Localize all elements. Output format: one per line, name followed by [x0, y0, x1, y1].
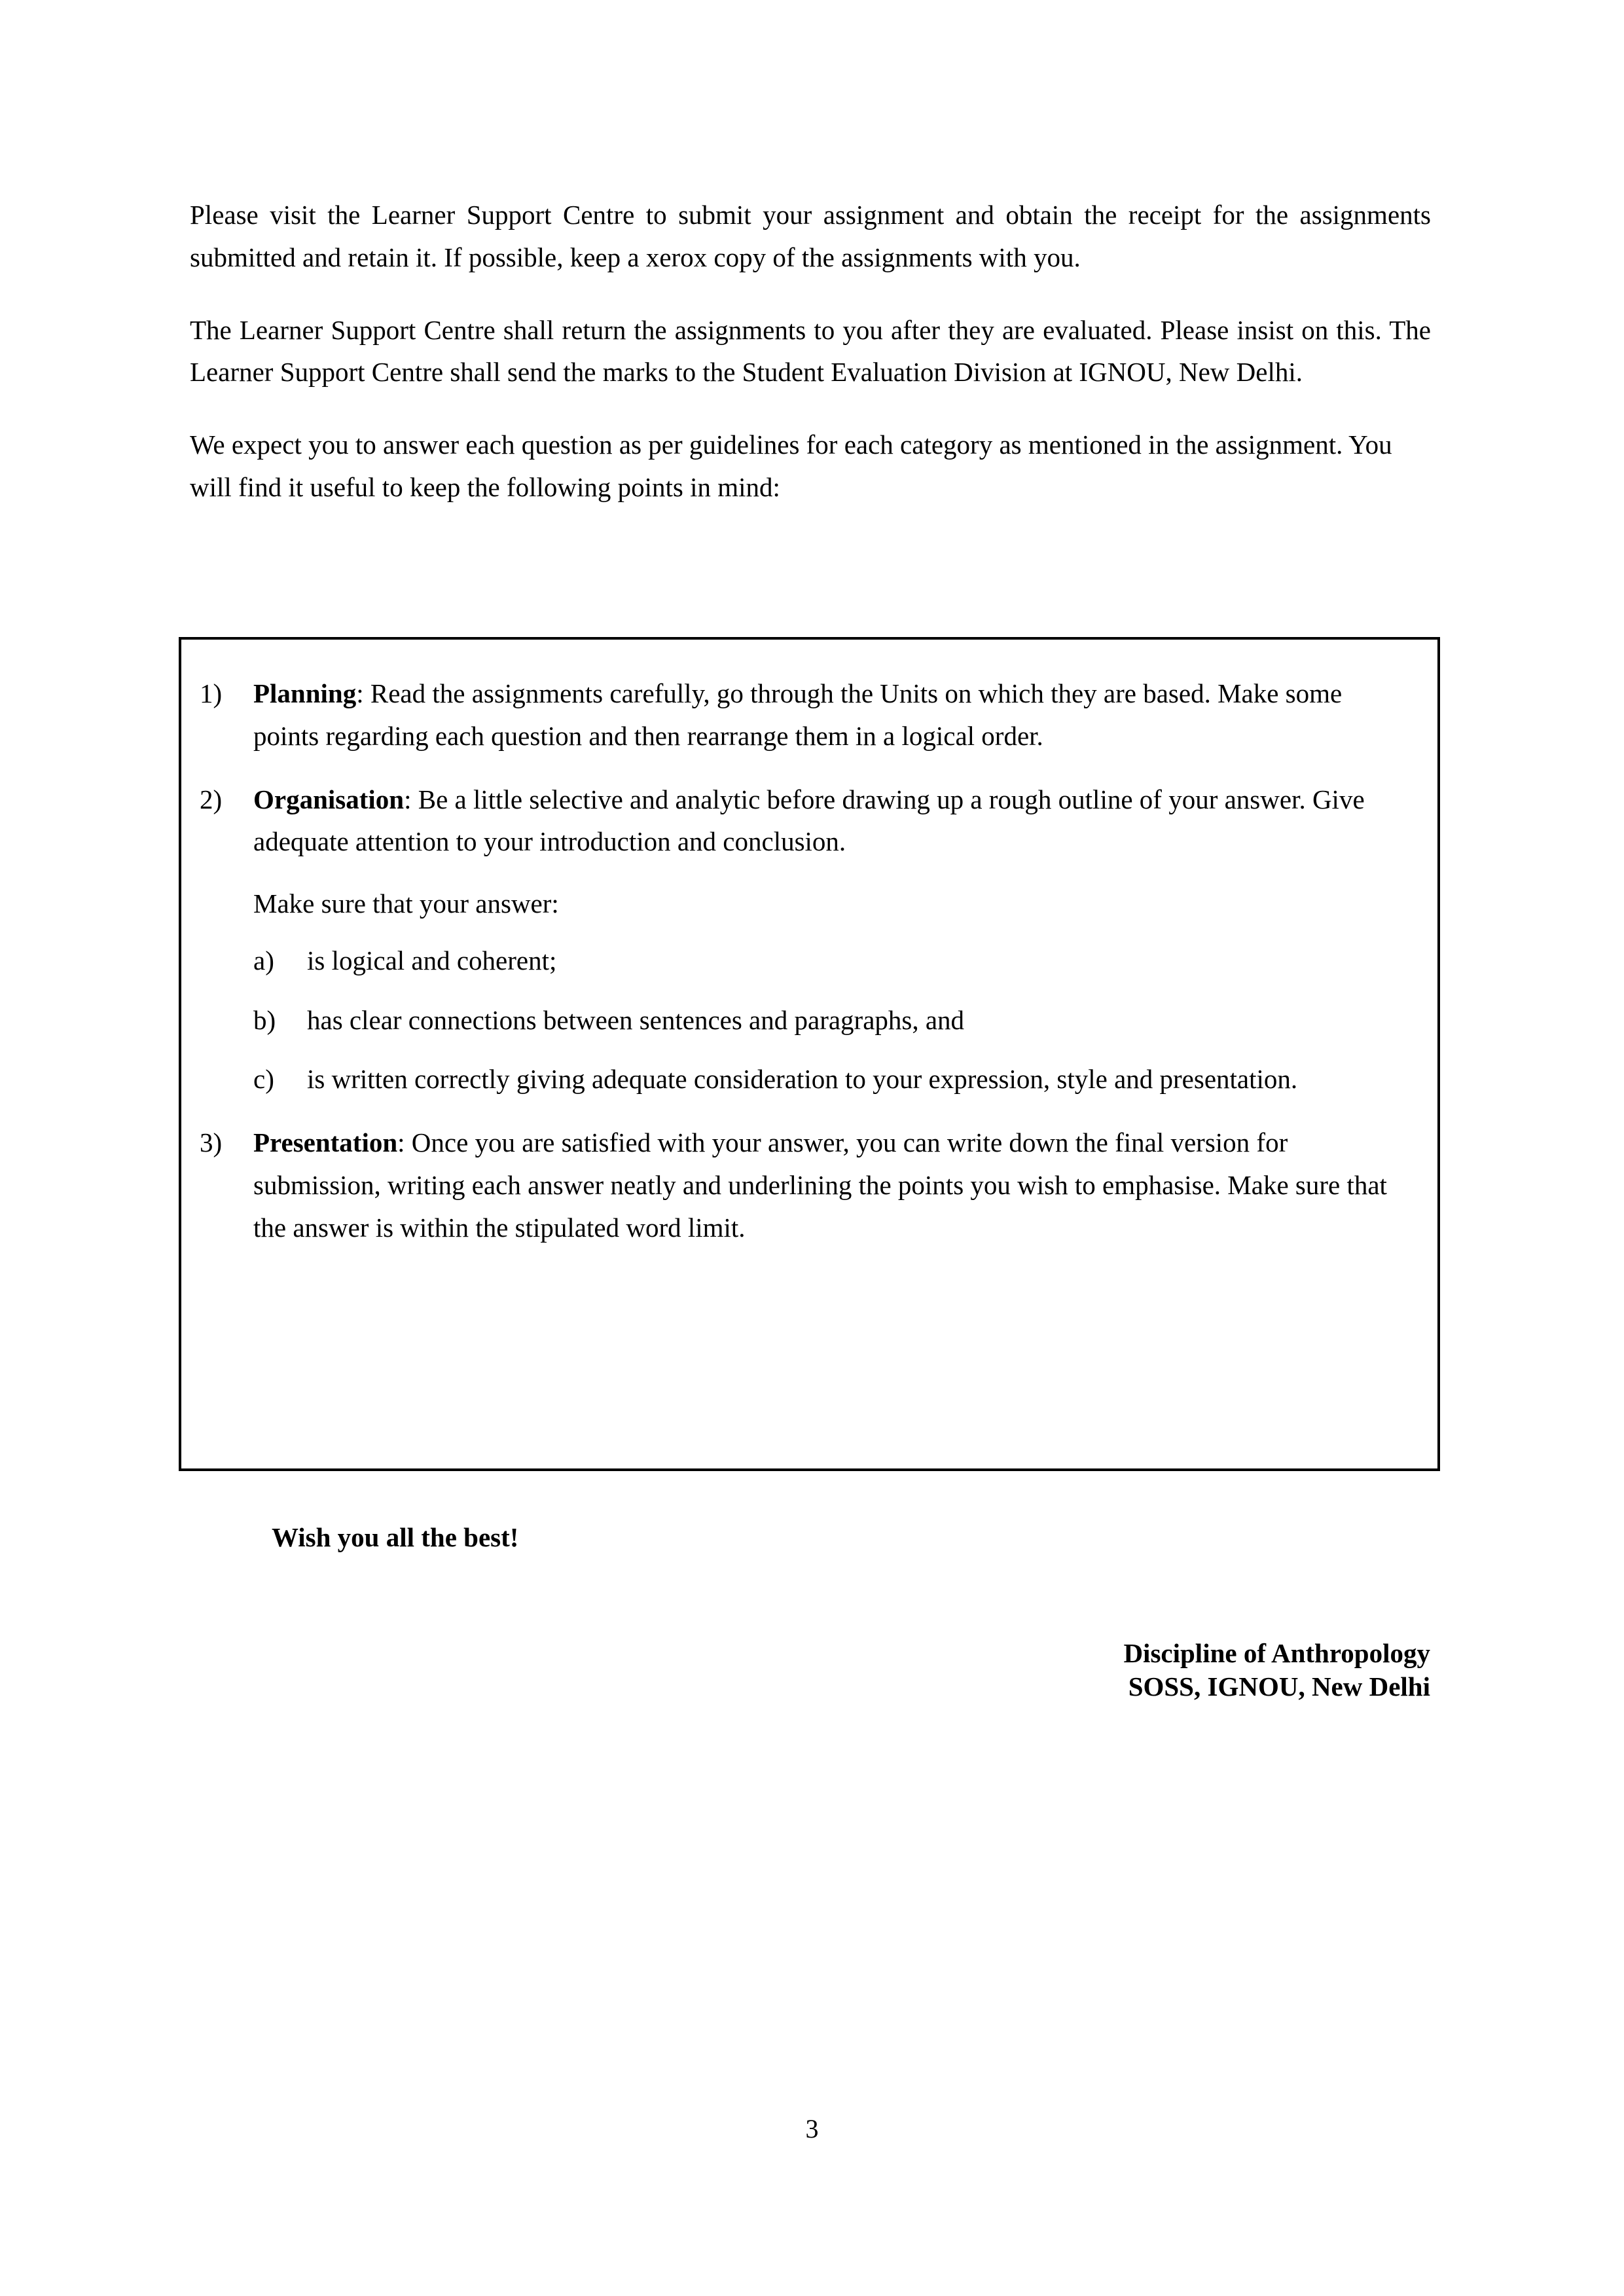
instruction-item-presentation — [200, 1121, 1414, 1248]
list-marker: 1) — [200, 678, 223, 708]
signature-institution: SOSS, IGNOU, New Delhi — [1128, 1671, 1430, 1702]
list-marker: 2) — [200, 784, 223, 814]
signature-block — [1123, 1637, 1430, 1704]
instruction-title-planning: Planning — [253, 678, 357, 708]
instruction-sub-item-a — [253, 939, 1414, 982]
sub-list-text: is written correctly giving adequate consideration to your expression, style and presentation. — [307, 1064, 1298, 1095]
paragraph-answer-guidelines: We expect you to answer each question as per guidelines for each category as mentioned in the assignment. You will find it useful to keep the following points in mind: — [190, 429, 1392, 502]
instruction-body-organisation: : Be a little selective and analytic before drawing up a rough outline of your answer. Give adequate attention to your introduction and conclusion. — [253, 784, 1365, 857]
sub-list-marker: a) — [253, 945, 274, 975]
signature-discipline: Discipline of Anthropology — [1123, 1638, 1430, 1668]
sub-list-marker: c) — [253, 1064, 274, 1095]
instruction-list — [200, 672, 1414, 1248]
instruction-box-inner — [181, 640, 1437, 1248]
instruction-box — [179, 637, 1440, 1471]
paragraph-learner-support-receipt: Please visit the Learner Support Centre to submit your assignment and obtain the receipt for the assignments submitted and retain it. If possible, keep a xerox copy of the assignments with you. — [190, 200, 1431, 272]
body-text-block — [190, 194, 1431, 509]
instruction-title-organisation: Organisation — [253, 784, 405, 814]
sub-list-intro: Make sure that your answer: — [253, 888, 559, 919]
instruction-body-presentation: : Once you are satisfied with your answer, you can write down the final version for submission, writing each answer neatly and underlining the points you wish to emphasise. Make sure that the answer is within the stipulated word limit. — [253, 1127, 1387, 1243]
instruction-sub-item-b — [253, 999, 1414, 1042]
closing-wish: Wish you all the best! — [272, 1522, 519, 1552]
sub-list-text: has clear connections between sentences and paragraphs, and — [307, 1004, 965, 1035]
instruction-sub-list — [253, 939, 1414, 1101]
instruction-item-planning — [200, 672, 1414, 757]
sub-list-text: is logical and coherent; — [307, 945, 557, 975]
instruction-item-organisation — [200, 778, 1414, 1101]
instruction-title-presentation: Presentation — [253, 1127, 398, 1158]
paragraph-return-assignments: The Learner Support Centre shall return the assignments to you after they are evaluated. Please insist on this. The Learner Support Centre shall send the marks to the Student Evaluation Division at IGNOU, New Delhi. — [190, 314, 1431, 388]
instruction-sub-item-c — [253, 1058, 1414, 1101]
sub-list-marker: b) — [253, 1004, 276, 1035]
page-number: 3 — [805, 2114, 819, 2143]
instruction-body-planning: : Read the assignments carefully, go through the Units on which they are based. Make some points regarding each question and then rearrange them in a logical order. — [253, 678, 1343, 751]
list-marker: 3) — [200, 1127, 223, 1158]
